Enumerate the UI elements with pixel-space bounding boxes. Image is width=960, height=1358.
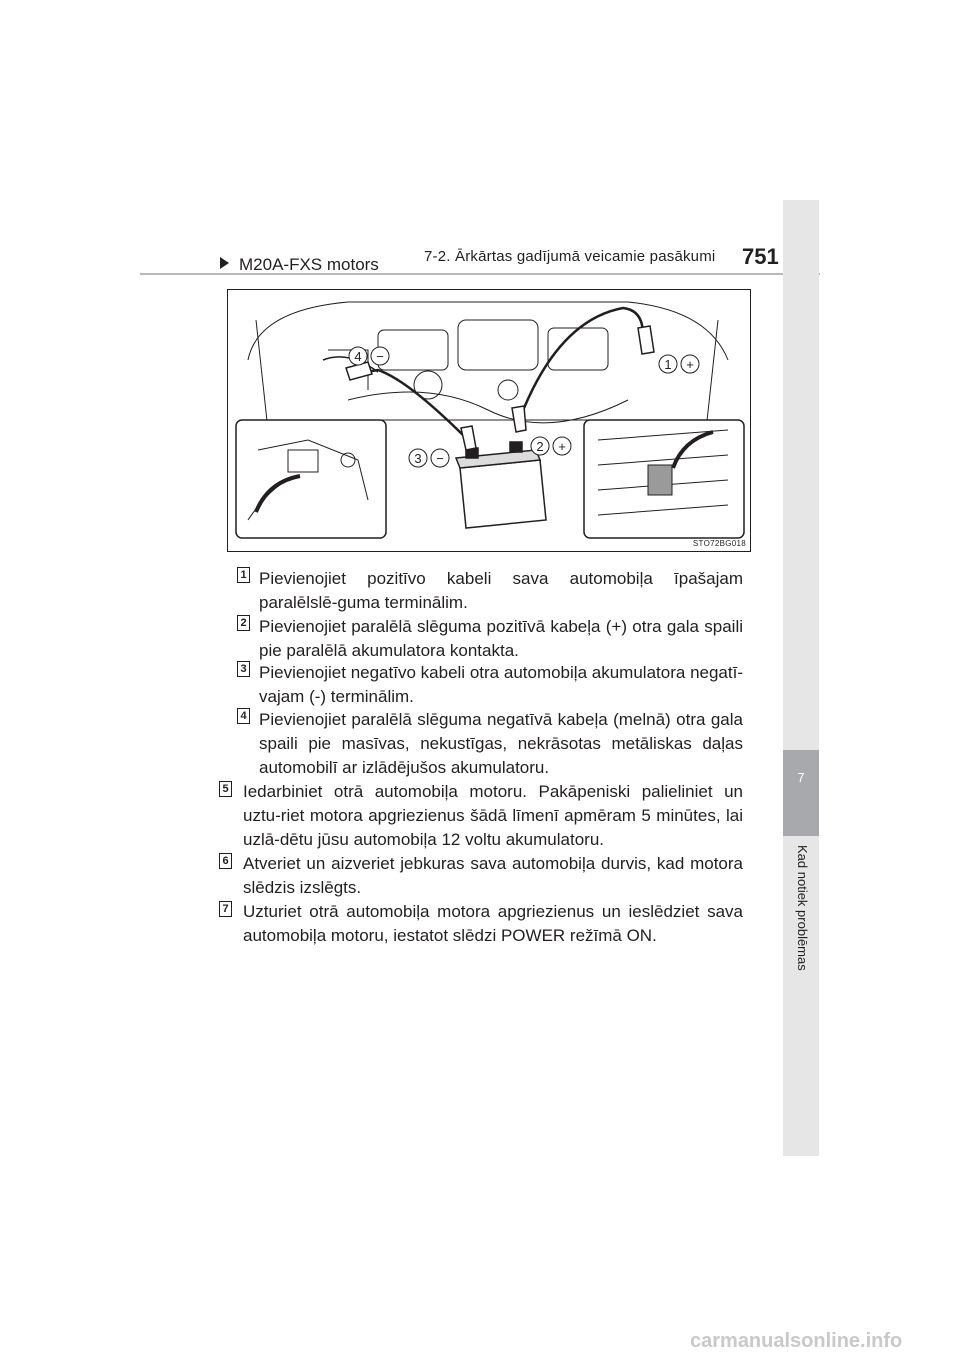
watermark: carmanualsonline.info [690, 1330, 903, 1352]
callout-1-plus-icon: + [686, 357, 694, 372]
sub-step-text: Pievienojiet paralēlā slēguma pozitīvā kabeļa (+) otra gala spaili pie paralēlā akumulatora kontakta. [259, 617, 743, 660]
sub-step-number: 4 [237, 708, 250, 724]
step-text: Atveriet un aizveriet jebkuras sava automobiļa durvis, kad motora slēdzis izslēgts. [243, 854, 743, 897]
callout-3-minus-icon: − [436, 451, 444, 466]
step-number: 6 [219, 853, 232, 869]
sub-step-3 [240, 661, 743, 709]
step-7 [222, 900, 743, 948]
chapter-tab[interactable] [783, 750, 819, 836]
callout-3: 3 [414, 451, 422, 466]
subheading-text: M20A-FXS motors [239, 255, 379, 274]
chapter-number: 7 [797, 770, 805, 785]
engine-illustration [228, 290, 750, 551]
step-6 [222, 852, 743, 900]
engine-figure [227, 289, 751, 552]
step-number: 5 [219, 781, 232, 797]
step-5 [222, 780, 743, 852]
subheading [220, 255, 379, 275]
sub-step-number: 2 [237, 615, 250, 631]
callout-1: 1 [664, 357, 672, 372]
sub-step-text: Pievienojiet pozitīvo kabeli sava automobiļa īpašajam paralēlslē-guma terminālim. [259, 569, 743, 612]
section-title: 7-2. Ārkārtas gadījumā veicamie pasākumi [424, 248, 716, 265]
triangle-bullet-icon [220, 257, 229, 269]
chapter-label: Kad notiek problēmas [795, 845, 810, 971]
callout-4: 4 [354, 349, 362, 364]
sub-step-4 [240, 708, 743, 780]
side-bar-top [783, 200, 819, 750]
page-number: 751 [742, 244, 779, 269]
hood-outline [248, 302, 728, 360]
step-number: 7 [219, 901, 232, 917]
callout-2-plus-icon: + [558, 439, 566, 454]
figure-code: STO72BG018 [692, 539, 746, 548]
step-text: Uzturiet otrā automobiļa motora apgriezienus un ieslēdziet sava automobiļa motoru, iestatot slēdzi POWER režīmā ON. [243, 902, 743, 945]
callout-4-minus-icon: − [376, 349, 384, 364]
step-text: Iedarbiniet otrā automobiļa motoru. Pakāpeniski palieliniet un uztu-riet motora apgriezienus šādā līmenī apmēram 5 minūtes, lai uzlā-dētu jūsu automobiļa 12 voltu akumulatoru. [243, 782, 743, 849]
sub-step-1 [240, 567, 743, 615]
sub-step-number: 1 [237, 567, 250, 583]
sub-step-number: 3 [237, 661, 250, 677]
sub-step-text: Pievienojiet paralēlā slēguma negatīvā kabeļa (melnā) otra gala spaili pie masīvas, nekustīgas, nekrāsotas metāliskas daļas automobilī ar izlādējušos akumulatoru. [259, 710, 743, 777]
callout-2: 2 [536, 439, 544, 454]
sub-step-2 [240, 615, 743, 663]
sub-step-text: Pievienojiet negatīvo kabeli otra automobiļa akumulatora negatī-vajam (-) terminālim. [259, 663, 743, 706]
